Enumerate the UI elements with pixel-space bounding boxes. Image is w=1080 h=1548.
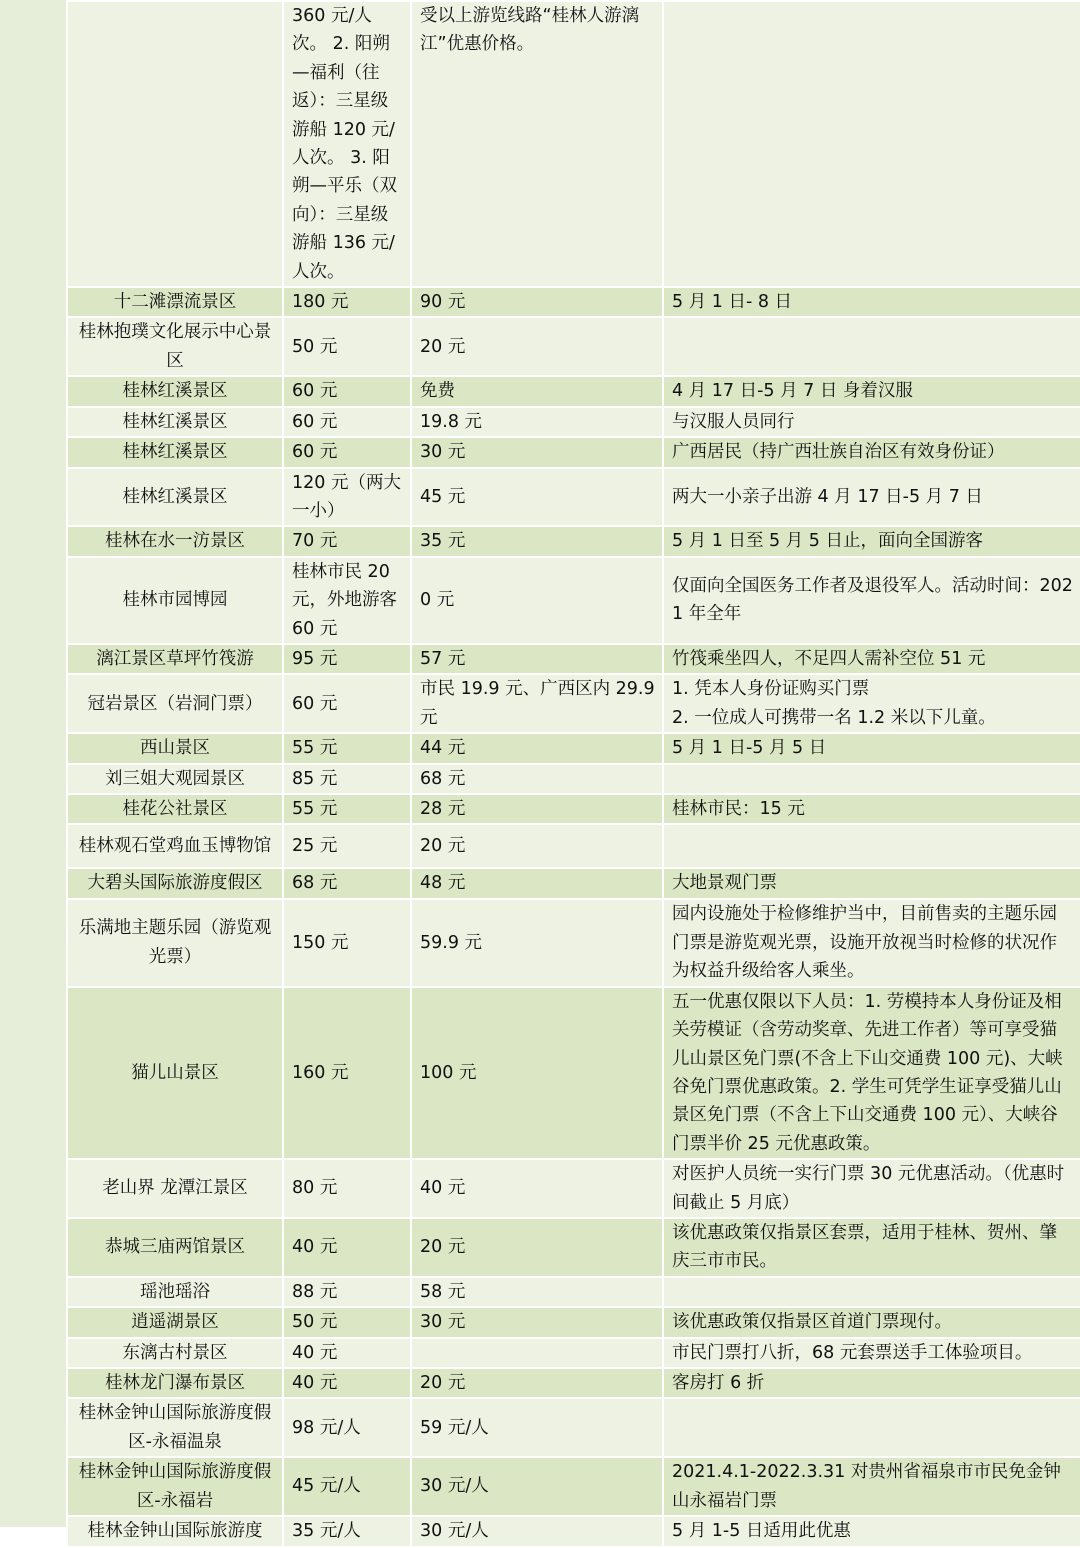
discount-price-cell: 100 元 [411, 987, 663, 1159]
original-price-cell: 70 元 [283, 526, 411, 556]
discount-price-cell: 59 元/人 [411, 1398, 663, 1457]
note-cell: 1. 凭本人身份证购买门票 2. 一位成人可携带一名 1.2 米以下儿童。 [663, 674, 1080, 733]
attraction-name-cell: 瑶池瑶浴 [67, 1277, 283, 1307]
attraction-name-cell: 桂林金钟山国际旅游度 [67, 1516, 283, 1546]
note-cell: 该优惠政策仅指景区套票，适用于桂林、贺州、肇庆三市市民。 [663, 1218, 1080, 1277]
note-cell: 2021.4.1-2022.3.31 对贵州省福泉市市民免金钟山永福岩门票 [663, 1457, 1080, 1516]
discount-price-cell: 0 元 [411, 557, 663, 644]
note-cell [663, 1, 1080, 287]
discount-price-cell: 35 元 [411, 526, 663, 556]
original-price-cell: 150 元 [283, 899, 411, 987]
table-row [67, 468, 1080, 527]
table-row [67, 733, 1080, 763]
original-price-cell: 95 元 [283, 644, 411, 674]
original-price-cell: 45 元/人 [283, 1457, 411, 1516]
original-price-cell: 68 元 [283, 868, 411, 898]
discount-price-cell: 20 元 [411, 317, 663, 376]
table-row [67, 557, 1080, 644]
table-row [67, 437, 1080, 467]
original-price-cell: 360 元/人次。 2. 阳朔—福利（往返）：三星级游船 120 元/人次。 3. 阳朔—平乐（双向）：三星级游船 136 元/人次。 [283, 1, 411, 287]
original-price-cell: 60 元 [283, 437, 411, 467]
note-cell [663, 1398, 1080, 1457]
table-row [67, 526, 1080, 556]
note-cell: 两大一小亲子出游 4 月 17 日-5 月 7 日 [663, 468, 1080, 527]
note-cell: 竹筏乘坐四人，不足四人需补空位 51 元 [663, 644, 1080, 674]
attraction-name-cell: 冠岩景区（岩洞门票） [67, 674, 283, 733]
attraction-name-cell: 桂林抱璞文化展示中心景区 [67, 317, 283, 376]
note-cell: 5 月 1 日-5 月 5 日 [663, 733, 1080, 763]
original-price-cell: 25 元 [283, 824, 411, 868]
note-cell: 五一优惠仅限以下人员：1. 劳模持本人身份证及相关劳模证（含劳动奖章、先进工作者）等可享受猫儿山景区免门票(不含上下山交通费 100 元)、大峡谷免门票优惠政策。2. 学生可凭学生证享受猫儿山景区免门票（不含上下山交通费 100 元）、大峡谷门票半价 25 元优惠政策。 [663, 987, 1080, 1159]
note-cell: 5 月 1-5 日适用此优惠 [663, 1516, 1080, 1546]
attraction-name-cell: 桂林红溪景区 [67, 437, 283, 467]
table-row [67, 1277, 1080, 1307]
table-row [67, 764, 1080, 794]
table-row [67, 1338, 1080, 1368]
discount-price-cell: 30 元 [411, 1307, 663, 1337]
table-row [67, 407, 1080, 437]
discount-price-cell [411, 1338, 663, 1368]
attraction-name-cell: 乐满地主题乐园（游览观光票） [67, 899, 283, 987]
attraction-name-cell: 桂林在水一汸景区 [67, 526, 283, 556]
table-row [67, 868, 1080, 898]
note-cell [663, 317, 1080, 376]
attraction-name-cell: 十二滩漂流景区 [67, 287, 283, 317]
original-price-cell: 55 元 [283, 794, 411, 824]
original-price-cell: 80 元 [283, 1159, 411, 1218]
discount-price-cell: 48 元 [411, 868, 663, 898]
table-row [67, 794, 1080, 824]
attraction-name-cell: 桂林龙门瀑布景区 [67, 1368, 283, 1398]
original-price-cell: 40 元 [283, 1368, 411, 1398]
original-price-cell: 180 元 [283, 287, 411, 317]
original-price-cell: 88 元 [283, 1277, 411, 1307]
attraction-name-cell: 桂林红溪景区 [67, 376, 283, 406]
note-cell: 园内设施处于检修维护当中，目前售卖的主题乐园门票是游览观光票，设施开放视当时检修的状况作为权益升级给客人乘坐。 [663, 899, 1080, 987]
note-cell: 4 月 17 日-5 月 7 日 身着汉服 [663, 376, 1080, 406]
table-row [67, 1516, 1080, 1546]
table-row [67, 674, 1080, 733]
note-cell: 5 月 1 日- 8 日 [663, 287, 1080, 317]
note-cell: 5 月 1 日至 5 月 5 日止，面向全国游客 [663, 526, 1080, 556]
note-cell [663, 824, 1080, 868]
attraction-name-cell: 桂林观石堂鸡血玉博物馆 [67, 824, 283, 868]
note-cell: 对医护人员统一实行门票 30 元优惠活动。（优惠时间截止 5 月底） [663, 1159, 1080, 1218]
attraction-name-cell: 漓江景区草坪竹筏游 [67, 644, 283, 674]
attraction-name-cell: 桂花公社景区 [67, 794, 283, 824]
table-row [67, 376, 1080, 406]
table-row [67, 987, 1080, 1159]
table-row [67, 287, 1080, 317]
original-price-cell: 60 元 [283, 376, 411, 406]
discount-price-cell: 19.8 元 [411, 407, 663, 437]
original-price-cell: 桂林市民 20 元，外地游客 60 元 [283, 557, 411, 644]
original-price-cell: 85 元 [283, 764, 411, 794]
discount-price-cell: 58 元 [411, 1277, 663, 1307]
attraction-name-cell: 桂林金钟山国际旅游度假区-永福岩 [67, 1457, 283, 1516]
discount-price-cell: 59.9 元 [411, 899, 663, 987]
discount-price-cell: 90 元 [411, 287, 663, 317]
discount-price-cell: 30 元 [411, 437, 663, 467]
table-row [67, 1398, 1080, 1457]
original-price-cell: 60 元 [283, 407, 411, 437]
note-cell: 桂林市民：15 元 [663, 794, 1080, 824]
discount-price-cell: 30 元/人 [411, 1457, 663, 1516]
note-cell [663, 764, 1080, 794]
note-cell: 市民门票打八折，68 元套票送手工体验项目。 [663, 1338, 1080, 1368]
attraction-name-cell: 桂林红溪景区 [67, 468, 283, 527]
discount-price-cell: 30 元/人 [411, 1516, 663, 1546]
attraction-name-cell: 猫儿山景区 [67, 987, 283, 1159]
table-row [67, 1368, 1080, 1398]
attraction-name-cell: 逍遥湖景区 [67, 1307, 283, 1337]
discount-price-cell: 28 元 [411, 794, 663, 824]
discount-price-cell: 57 元 [411, 644, 663, 674]
table-row [67, 1218, 1080, 1277]
original-price-cell: 35 元/人 [283, 1516, 411, 1546]
original-price-cell: 40 元 [283, 1218, 411, 1277]
original-price-cell: 120 元（两大一小） [283, 468, 411, 527]
attraction-name-cell: 桂林市园博园 [67, 557, 283, 644]
table-row [67, 1307, 1080, 1337]
table-row [67, 899, 1080, 987]
original-price-cell: 55 元 [283, 733, 411, 763]
left-margin-strip [0, 0, 66, 1527]
note-cell [663, 1277, 1080, 1307]
discount-price-cell: 40 元 [411, 1159, 663, 1218]
table-row [67, 644, 1080, 674]
attraction-name-cell: 恭城三庙两馆景区 [67, 1218, 283, 1277]
attraction-name-cell: 西山景区 [67, 733, 283, 763]
table-row [67, 824, 1080, 868]
original-price-cell: 50 元 [283, 1307, 411, 1337]
attraction-name-cell: 桂林红溪景区 [67, 407, 283, 437]
table-row [67, 1159, 1080, 1218]
discount-price-cell: 45 元 [411, 468, 663, 527]
original-price-cell: 98 元/人 [283, 1398, 411, 1457]
discount-price-cell: 68 元 [411, 764, 663, 794]
original-price-cell: 40 元 [283, 1338, 411, 1368]
original-price-cell: 160 元 [283, 987, 411, 1159]
attraction-name-cell: 大碧头国际旅游度假区 [67, 868, 283, 898]
note-cell: 与汉服人员同行 [663, 407, 1080, 437]
discount-price-cell: 免费 [411, 376, 663, 406]
discount-price-cell: 20 元 [411, 824, 663, 868]
discount-price-cell: 20 元 [411, 1218, 663, 1277]
attraction-name-cell: 桂林金钟山国际旅游度假区-永福温泉 [67, 1398, 283, 1457]
scenic-ticket-table [66, 0, 1080, 1548]
table-row [67, 317, 1080, 376]
original-price-cell: 50 元 [283, 317, 411, 376]
table-row [67, 1457, 1080, 1516]
discount-price-cell: 市民 19.9 元、广西区内 29.9 元 [411, 674, 663, 733]
table-row [67, 1, 1080, 287]
attraction-name-cell [67, 1, 283, 287]
note-cell: 广西居民（持广西壮族自治区有效身份证） [663, 437, 1080, 467]
note-cell: 大地景观门票 [663, 868, 1080, 898]
discount-price-cell: 20 元 [411, 1368, 663, 1398]
attraction-name-cell: 刘三姐大观园景区 [67, 764, 283, 794]
attraction-name-cell: 东漓古村景区 [67, 1338, 283, 1368]
original-price-cell: 60 元 [283, 674, 411, 733]
note-cell: 该优惠政策仅指景区首道门票现付。 [663, 1307, 1080, 1337]
note-cell: 客房打 6 折 [663, 1368, 1080, 1398]
attraction-name-cell: 老山界 龙潭江景区 [67, 1159, 283, 1218]
note-cell: 仅面向全国医务工作者及退役军人。活动时间：2021 年全年 [663, 557, 1080, 644]
discount-price-cell: 44 元 [411, 733, 663, 763]
discount-price-cell: 受以上游览线路“桂林人游漓江”优惠价格。 [411, 1, 663, 287]
